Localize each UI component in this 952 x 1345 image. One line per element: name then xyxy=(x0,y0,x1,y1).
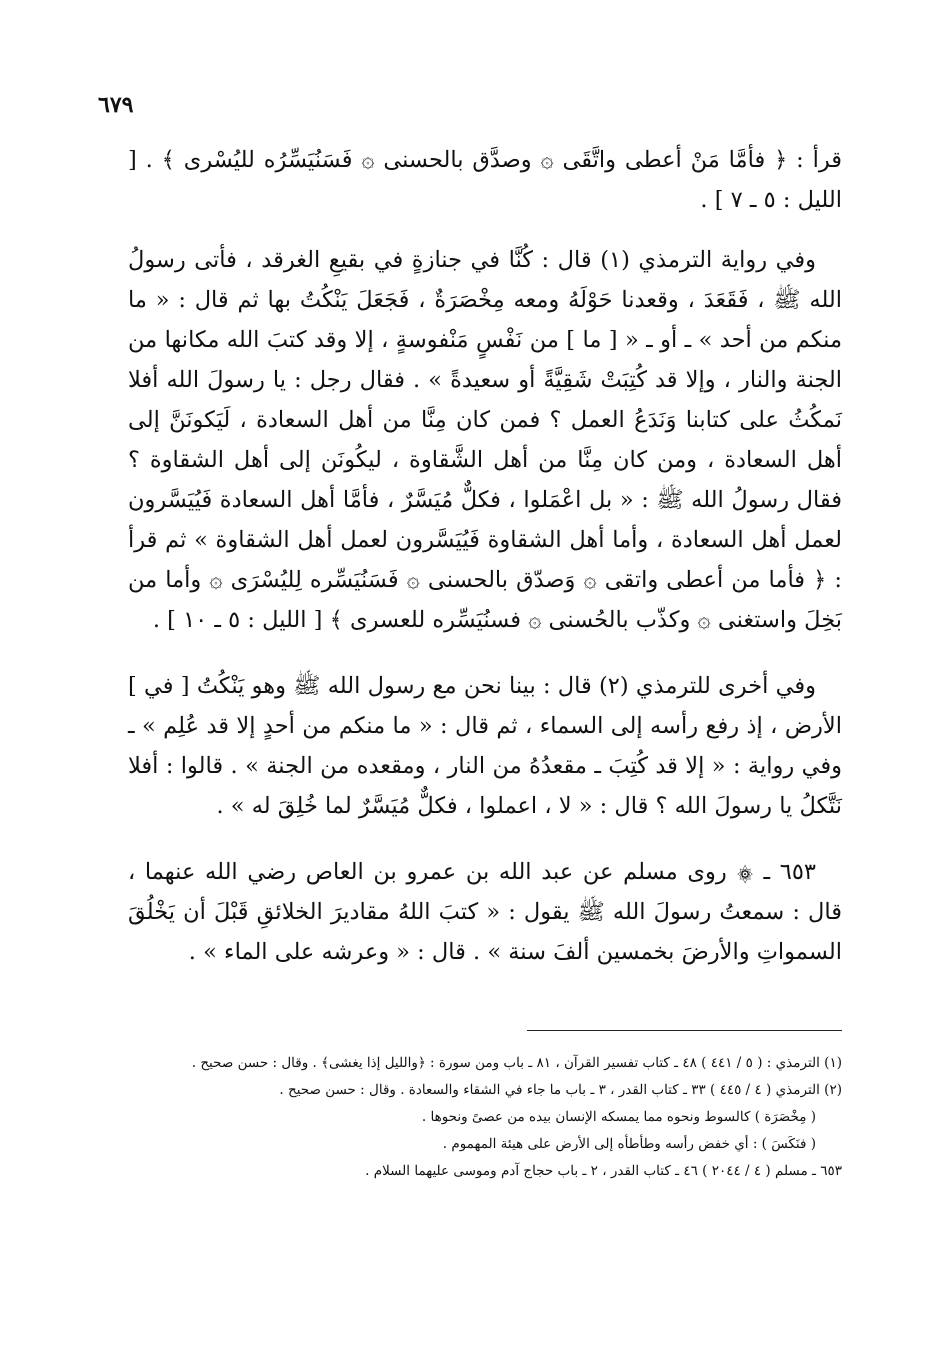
footnote-gloss-nakasa: ( فنَكَسَ ) : أي خفض رأسه وطأطأه إلى الأرض على هيئة المهموم . xyxy=(442,1136,816,1152)
footnote-gloss-mikhsara: ( مِخْصَرَة ) كالسوط ونحوه مما يمسكه الإنسان بيده من عصىً ونحوها . xyxy=(421,1109,816,1125)
footnote-1: (١) الترمذي : ( ٥ / ٤٤١ ) ٤٨ ـ كتاب تفسير القرآن ، ٨١ ـ باب ومن سورة : ﴿والليل إذا يغشى﴾ . وقال : حسن صحيح . xyxy=(191,1055,842,1071)
footnote-653: ٦٥٣ ـ مسلم ( ٤ / ٢٠٤٤ ) ٤٦ ـ كتاب القدر ، ٢ ـ باب حجاج آدم وموسى عليهما السلام . xyxy=(365,1163,842,1179)
page-number: ٦٧٩ xyxy=(98,92,134,118)
footnotes xyxy=(120,1050,842,1185)
paragraph-tirmidhi-narration-1: وفي رواية الترمذي (١) قال : كُنَّا في جنازةٍ في بقيعِ الغرقد ، فأتى رسولُ الله ﷺ ، فَقَعَدَ ، وقعدنا حَوْلَهُ ومعه مِخْصَرَةٌ ، فَجَعَلَ يَنْكُتُ بها ثم قال : « ما منكم من أحد » ـ أو ـ « [ ما ] من نَفْسٍ مَنْفوسةٍ ، إلا وقد كتبَ الله مكانها من الجنة والنار ، وإلا قد كُتِبَتْ شَقِيَّةً أو سعيدةً » . فقال رجل : يا رسولَ الله أفلا نَمكُثُ على كتابنا وَنَدَعُ العمل ؟ فمن كان مِنَّا من أهل السعادة ، لَيَكونَنَّ إلى أهل السعادة ، ومن كان مِنَّا من أهل الشَّقاوة ، ليكُونَن إلى أهل الشقاوة ؟ فقال رسولُ الله ﷺ : « بل اعْمَلوا ، فكلٌّ مُيَسَّرٌ ، فأمَّا أهل السعادة فَيُيَسَّرون لعمل أهل السعادة ، وأما أهل الشقاوة فَيُيَسَّرون لعمل أهل الشقاوة » ثم قرأ : ﴿ فأما من أعطى واتقى ۞ وَصدّق بالحسنى ۞ فَسَنُيَسِّره لِليُسْرَى ۞ وأما من بَخِلَ واستغنى ۞ وكذّب بالحُسنى ۞ فسنُيَسِّره للعسرى ﴾ [ الليل : ٥ ـ ١٠ ] . xyxy=(128,247,842,633)
paragraph-hadith-653: ٦٥٣ ـ ۞ روى مسلم عن عبد الله بن عمرو بن العاص رضي الله عنهما ، قال : سمعتُ رسولَ الله ﷺ يقول : « كتبَ اللهُ مقاديرَ الخلائقِ قَبْلَ أن يَخْلُقَ السمواتِ والأرضَ بخمسين ألفَ سنة » . قال : « وعرشه على الماء » . xyxy=(128,859,842,965)
paragraph-tirmidhi-narration-2: وفي أخرى للترمذي (٢) قال : بينا نحن مع رسول الله ﷺ وهو يَنْكُتُ [ في ] الأرض ، إذ رفع رأسه إلى السماء ، ثم قال : « ما منكم من أحدٍ إلا قد عُلِم » ـ وفي رواية : « إلا قد كُتِبَ ـ مقعدُهُ من النار ، ومقعده من الجنة » . قالوا : أفلا نَتَّكلُ يا رسولَ الله ؟ قال : « لا ، اعملوا ، فكلٌّ مُيَسَّرٌ لما خُلِقَ له » . xyxy=(128,673,842,819)
paragraph-quran-citation: قرأ : ﴿ فأمَّا مَنْ أعطى واتَّقَى ۞ وصدَّق بالحسنى ۞ فَسَنُيَسِّرُه لليُسْرى ﴾ . [ الليل : ٥ ـ ٧ ] . xyxy=(128,147,842,213)
footnote-2: (٢) الترمذي ( ٤ / ٤٤٥ ) ٣٣ ـ كتاب القدر ، ٣ ـ باب ما جاء في الشقاء والسعادة . وقال : حسن صحيح . xyxy=(279,1082,842,1098)
main-text xyxy=(128,140,842,992)
footnote-divider xyxy=(527,1030,842,1031)
